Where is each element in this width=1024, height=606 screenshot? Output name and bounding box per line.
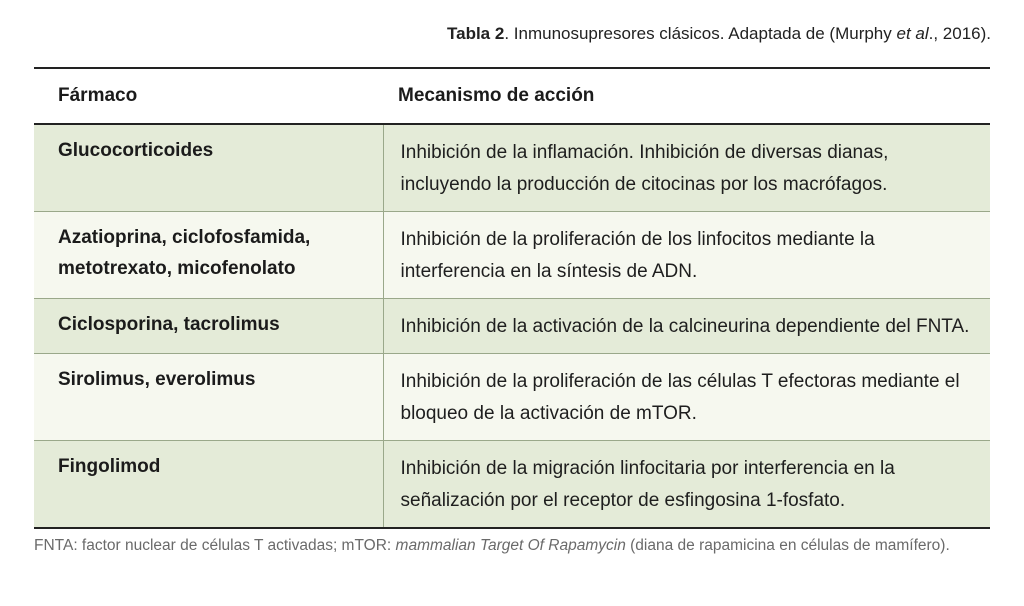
caption-label: Tabla 2	[447, 24, 505, 43]
mechanism-cell: Inhibición de la inflamación. Inhibición de diversas dianas, incluyendo la producción de citocinas por los macrófagos.	[400, 142, 889, 195]
caption-text-end: ., 2016).	[928, 24, 991, 43]
drug-cell: Ciclosporina, tacrolimus	[34, 299, 383, 354]
drug-cell: Sirolimus, everolimus	[34, 354, 383, 441]
footnote-italic: mammalian Target Of Rapamycin	[395, 537, 626, 554]
drug-cell: Fingolimod	[34, 441, 383, 529]
drug-cell: Glucocorticoides	[34, 124, 383, 212]
column-header-mechanism: Mecanismo de acción	[398, 85, 595, 106]
footnote-text: FNTA: factor nuclear de células T activadas; mTOR:	[34, 537, 396, 554]
table-row	[34, 441, 990, 529]
drug-cell: Azatioprina, ciclofosfamida, metotrexato, micofenolato	[34, 212, 383, 299]
mechanism-cell: Inhibición de la proliferación de los linfocitos mediante la interferencia en la síntesis de ADN.	[400, 229, 875, 282]
data-table	[34, 67, 990, 529]
mechanism-cell: Inhibición de la activación de la calcineurina dependiente del FNTA.	[400, 316, 970, 337]
mechanism-cell: Inhibición de la proliferación de las células T efectoras mediante el bloqueo de la activación de mTOR.	[400, 371, 960, 424]
table-row	[34, 124, 990, 212]
caption-text: . Inmunosupresores clásicos. Adaptada de (Murphy	[504, 24, 897, 43]
mechanism-cell: Inhibición de la migración linfocitaria por interferencia en la señalización por el receptor de esfingosina 1-fosfato.	[400, 458, 895, 511]
immunosuppressants-table	[34, 67, 990, 529]
table-row	[34, 212, 990, 299]
table-header-row	[34, 68, 990, 124]
table-caption	[447, 24, 991, 44]
table-row	[34, 354, 990, 441]
column-header-drug: Fármaco	[58, 85, 138, 106]
table-row	[34, 299, 990, 354]
caption-italic: et al	[896, 24, 929, 43]
table-footnote	[34, 533, 994, 558]
footnote-text-end: (diana de rapamicina en células de mamífero).	[625, 537, 950, 554]
